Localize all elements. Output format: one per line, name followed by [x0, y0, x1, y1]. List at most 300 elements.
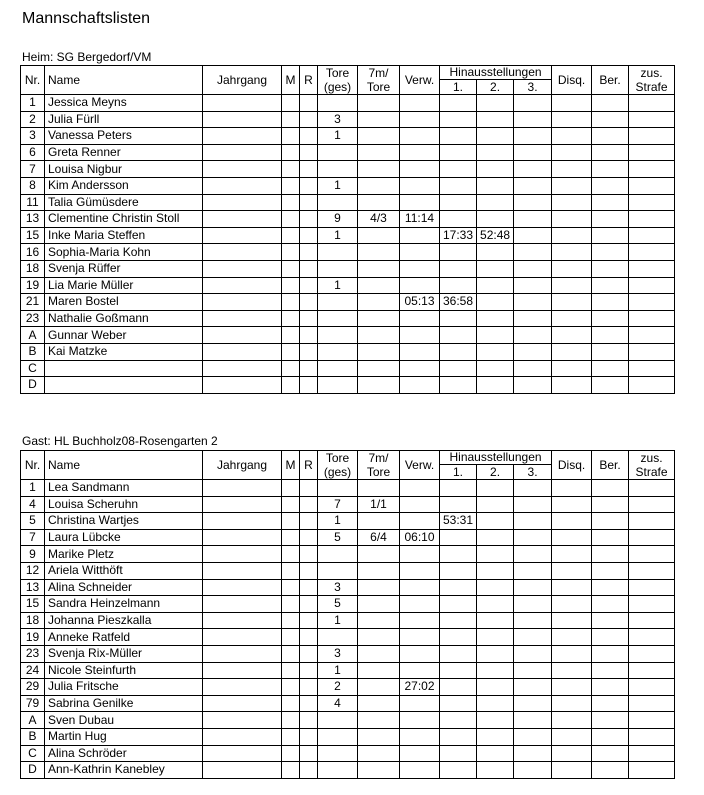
hinaus-2-cell [477, 111, 514, 128]
zus-strafe-cell [629, 327, 675, 344]
col-header-r: R [300, 451, 318, 480]
siebenm-cell [358, 343, 400, 360]
name-cell: Lia Marie Müller [45, 277, 203, 294]
tore-cell [318, 294, 358, 311]
verw-cell [400, 343, 440, 360]
disq-cell [552, 562, 592, 579]
zus-strafe-cell [629, 480, 675, 497]
r-cell [300, 712, 318, 729]
zus-strafe-cell [629, 695, 675, 712]
jahrgang-cell [203, 277, 282, 294]
hinaus-3-cell [514, 662, 552, 679]
r-cell [300, 762, 318, 779]
hinaus-2-cell [477, 211, 514, 228]
hinaus-2-cell [477, 360, 514, 377]
col-header-7m-line-2: Tore [366, 465, 391, 479]
r-cell [300, 480, 318, 497]
hinaus-1-cell [440, 343, 477, 360]
hinaus-1-cell [440, 95, 477, 112]
zus-strafe-cell [629, 496, 675, 513]
verw-cell: 27:02 [400, 679, 440, 696]
player-row [21, 745, 675, 762]
nr-cell: 2 [21, 111, 45, 128]
nr-cell: 23 [21, 645, 45, 662]
tore-cell: 5 [318, 596, 358, 613]
hinaus-2-cell [477, 144, 514, 161]
m-cell [282, 128, 300, 145]
ber-cell [592, 211, 629, 228]
name-cell: Ariela Witthöft [45, 562, 203, 579]
hinaus-1-cell [440, 762, 477, 779]
verw-cell [400, 377, 440, 394]
zus-strafe-cell [629, 310, 675, 327]
verw-cell [400, 546, 440, 563]
player-row [21, 111, 675, 128]
disq-cell [552, 95, 592, 112]
jahrgang-cell [203, 161, 282, 178]
hinaus-3-cell [514, 712, 552, 729]
m-cell [282, 480, 300, 497]
hinaus-3-cell [514, 260, 552, 277]
disq-cell [552, 645, 592, 662]
hinaus-2-cell [477, 377, 514, 394]
verw-cell [400, 360, 440, 377]
col-header-jahrgang: Jahrgang [203, 451, 282, 480]
tore-cell: 3 [318, 645, 358, 662]
disq-cell [552, 546, 592, 563]
disq-cell [552, 679, 592, 696]
guest-roster-table [20, 450, 675, 779]
disq-cell [552, 762, 592, 779]
tore-cell [318, 762, 358, 779]
siebenm-cell [358, 360, 400, 377]
disq-cell [552, 513, 592, 530]
r-cell [300, 496, 318, 513]
nr-cell: 13 [21, 211, 45, 228]
jahrgang-cell [203, 343, 282, 360]
tore-cell: 1 [318, 227, 358, 244]
player-row [21, 679, 675, 696]
siebenm-cell [358, 695, 400, 712]
tore-cell: 7 [318, 496, 358, 513]
hinaus-3-cell [514, 546, 552, 563]
tore-cell [318, 629, 358, 646]
guest-team-label: Gast: HL Buchholz08-Rosengarten 2 [22, 434, 218, 448]
player-row [21, 161, 675, 178]
hinaus-3-cell [514, 227, 552, 244]
jahrgang-cell [203, 244, 282, 261]
siebenm-cell [358, 712, 400, 729]
nr-cell: 1 [21, 95, 45, 112]
ber-cell [592, 227, 629, 244]
r-cell [300, 612, 318, 629]
hinaus-2-cell [477, 177, 514, 194]
name-cell: Julia Fürll [45, 111, 203, 128]
verw-cell [400, 596, 440, 613]
hinaus-3-cell [514, 645, 552, 662]
m-cell [282, 645, 300, 662]
r-cell [300, 161, 318, 178]
jahrgang-cell [203, 327, 282, 344]
m-cell [282, 562, 300, 579]
name-cell: Jessica Meyns [45, 95, 203, 112]
tore-cell [318, 360, 358, 377]
nr-cell: 15 [21, 227, 45, 244]
hinaus-3-cell [514, 745, 552, 762]
jahrgang-cell [203, 294, 282, 311]
verw-cell [400, 579, 440, 596]
ber-cell [592, 343, 629, 360]
ber-cell [592, 128, 629, 145]
player-row [21, 712, 675, 729]
name-cell: Sven Dubau [45, 712, 203, 729]
siebenm-cell [358, 728, 400, 745]
m-cell [282, 745, 300, 762]
zus-strafe-cell [629, 377, 675, 394]
nr-cell: 4 [21, 496, 45, 513]
nr-cell: 19 [21, 277, 45, 294]
zus-strafe-cell [629, 662, 675, 679]
disq-cell [552, 177, 592, 194]
hinaus-2-cell [477, 480, 514, 497]
m-cell [282, 144, 300, 161]
hinaus-2-cell [477, 95, 514, 112]
col-header-verw: Verw. [400, 451, 440, 480]
nr-cell: 3 [21, 128, 45, 145]
ber-cell [592, 679, 629, 696]
m-cell [282, 712, 300, 729]
verw-cell [400, 762, 440, 779]
verw-cell [400, 728, 440, 745]
jahrgang-cell [203, 579, 282, 596]
r-cell [300, 513, 318, 530]
jahrgang-cell [203, 529, 282, 546]
m-cell [282, 327, 300, 344]
r-cell [300, 95, 318, 112]
nr-cell: 19 [21, 629, 45, 646]
siebenm-cell [358, 762, 400, 779]
col-header-nr: Nr. [21, 451, 45, 480]
tore-cell: 1 [318, 612, 358, 629]
col-header-name: Name [45, 451, 203, 480]
col-header-zus-strafe-line-1: zus. [640, 451, 663, 465]
col-header-hinausstellungen: Hinausstellungen [440, 451, 552, 465]
hinaus-1-cell [440, 128, 477, 145]
jahrgang-cell [203, 177, 282, 194]
m-cell [282, 310, 300, 327]
page-title: Mannschaftslisten [22, 10, 151, 27]
tore-cell [318, 745, 358, 762]
zus-strafe-cell [629, 612, 675, 629]
ber-cell [592, 260, 629, 277]
player-row [21, 645, 675, 662]
m-cell [282, 360, 300, 377]
tore-cell [318, 480, 358, 497]
zus-strafe-cell [629, 579, 675, 596]
verw-cell [400, 144, 440, 161]
player-row [21, 629, 675, 646]
tore-cell: 3 [318, 111, 358, 128]
tore-cell [318, 260, 358, 277]
siebenm-cell [358, 310, 400, 327]
hinaus-1-cell [440, 211, 477, 228]
hinaus-1-cell [440, 612, 477, 629]
player-row [21, 211, 675, 228]
disq-cell [552, 161, 592, 178]
nr-cell: 11 [21, 194, 45, 211]
nr-cell: 79 [21, 695, 45, 712]
tore-cell: 1 [318, 513, 358, 530]
nr-cell: 18 [21, 260, 45, 277]
ber-cell [592, 95, 629, 112]
jahrgang-cell [203, 695, 282, 712]
hinaus-1-cell [440, 712, 477, 729]
jahrgang-cell [203, 679, 282, 696]
nr-cell: 15 [21, 596, 45, 613]
r-cell [300, 294, 318, 311]
hinaus-2-cell [477, 496, 514, 513]
tore-cell [318, 310, 358, 327]
col-header-tore [318, 66, 358, 95]
m-cell [282, 377, 300, 394]
hinaus-3-cell [514, 360, 552, 377]
player-row [21, 562, 675, 579]
hinaus-1-cell [440, 596, 477, 613]
disq-cell [552, 496, 592, 513]
nr-cell: 21 [21, 294, 45, 311]
player-row [21, 695, 675, 712]
siebenm-cell [358, 227, 400, 244]
zus-strafe-cell [629, 513, 675, 530]
hinaus-1-cell [440, 360, 477, 377]
nr-cell: 18 [21, 612, 45, 629]
r-cell [300, 277, 318, 294]
hinaus-1-cell [440, 244, 477, 261]
ber-cell [592, 728, 629, 745]
disq-cell [552, 360, 592, 377]
r-cell [300, 177, 318, 194]
player-row [21, 546, 675, 563]
nr-cell: 16 [21, 244, 45, 261]
tore-cell [318, 144, 358, 161]
hinaus-2-cell [477, 294, 514, 311]
jahrgang-cell [203, 728, 282, 745]
hinaus-3-cell [514, 144, 552, 161]
hinaus-2-cell [477, 695, 514, 712]
disq-cell [552, 579, 592, 596]
ber-cell [592, 695, 629, 712]
name-cell: Svenja Rix-Müller [45, 645, 203, 662]
siebenm-cell [358, 194, 400, 211]
player-row [21, 596, 675, 613]
verw-cell [400, 562, 440, 579]
r-cell [300, 546, 318, 563]
name-cell: Gunnar Weber [45, 327, 203, 344]
name-cell: Greta Renner [45, 144, 203, 161]
jahrgang-cell [203, 762, 282, 779]
tore-cell: 1 [318, 128, 358, 145]
verw-cell: 06:10 [400, 529, 440, 546]
hinaus-3-cell [514, 343, 552, 360]
tore-cell [318, 343, 358, 360]
jahrgang-cell [203, 310, 282, 327]
disq-cell [552, 695, 592, 712]
r-cell [300, 211, 318, 228]
r-cell [300, 128, 318, 145]
jahrgang-cell [203, 712, 282, 729]
hinaus-1-cell [440, 629, 477, 646]
siebenm-cell [358, 144, 400, 161]
col-header-zus-strafe [629, 451, 675, 480]
jahrgang-cell [203, 496, 282, 513]
verw-cell [400, 177, 440, 194]
player-row [21, 480, 675, 497]
hinaus-2-cell [477, 662, 514, 679]
r-cell [300, 562, 318, 579]
nr-cell: B [21, 343, 45, 360]
hinaus-2-cell [477, 712, 514, 729]
col-header-disq: Disq. [552, 451, 592, 480]
nr-cell: C [21, 745, 45, 762]
zus-strafe-cell [629, 144, 675, 161]
col-header-7m-line-1: 7m/ [368, 66, 389, 80]
siebenm-cell [358, 562, 400, 579]
zus-strafe-cell [629, 529, 675, 546]
hinaus-3-cell [514, 310, 552, 327]
disq-cell [552, 244, 592, 261]
col-header-7m [358, 451, 400, 480]
r-cell [300, 260, 318, 277]
zus-strafe-cell [629, 211, 675, 228]
hinaus-1-cell [440, 695, 477, 712]
verw-cell [400, 260, 440, 277]
tore-cell [318, 546, 358, 563]
disq-cell [552, 128, 592, 145]
col-header-ber: Ber. [592, 66, 629, 95]
col-header-tore-line-1: Tore [325, 66, 350, 80]
ber-cell [592, 612, 629, 629]
player-row [21, 343, 675, 360]
verw-cell [400, 496, 440, 513]
m-cell [282, 596, 300, 613]
siebenm-cell [358, 546, 400, 563]
disq-cell [552, 277, 592, 294]
hinaus-2-cell [477, 260, 514, 277]
nr-cell: 29 [21, 679, 45, 696]
hinaus-1-cell [440, 645, 477, 662]
tore-cell [318, 244, 358, 261]
hinaus-3-cell [514, 629, 552, 646]
r-cell [300, 343, 318, 360]
disq-cell [552, 144, 592, 161]
verw-cell [400, 695, 440, 712]
disq-cell [552, 211, 592, 228]
siebenm-cell [358, 95, 400, 112]
hinaus-3-cell [514, 194, 552, 211]
jahrgang-cell [203, 662, 282, 679]
col-header-m: M [282, 66, 300, 95]
ber-cell [592, 579, 629, 596]
hinaus-3-cell [514, 211, 552, 228]
siebenm-cell: 6/4 [358, 529, 400, 546]
m-cell [282, 529, 300, 546]
r-cell [300, 377, 318, 394]
player-row [21, 194, 675, 211]
hinaus-2-cell [477, 529, 514, 546]
jahrgang-cell [203, 111, 282, 128]
r-cell [300, 695, 318, 712]
player-row [21, 177, 675, 194]
nr-cell: 13 [21, 579, 45, 596]
m-cell [282, 513, 300, 530]
hinaus-1-cell [440, 144, 477, 161]
hinaus-1-cell [440, 194, 477, 211]
hinaus-1-cell [440, 679, 477, 696]
zus-strafe-cell [629, 294, 675, 311]
hinaus-1-cell [440, 546, 477, 563]
ber-cell [592, 111, 629, 128]
verw-cell: 11:14 [400, 211, 440, 228]
nr-cell: 9 [21, 546, 45, 563]
hinaus-1-cell [440, 161, 477, 178]
hinaus-1-cell [440, 111, 477, 128]
zus-strafe-cell [629, 277, 675, 294]
name-cell: Talia Gümüsdere [45, 194, 203, 211]
hinaus-1-cell [440, 579, 477, 596]
name-cell: Sandra Heinzelmann [45, 596, 203, 613]
zus-strafe-cell [629, 161, 675, 178]
verw-cell [400, 277, 440, 294]
hinaus-3-cell [514, 612, 552, 629]
player-row [21, 612, 675, 629]
hinaus-1-cell [440, 377, 477, 394]
verw-cell [400, 95, 440, 112]
verw-cell [400, 629, 440, 646]
m-cell [282, 695, 300, 712]
ber-cell [592, 244, 629, 261]
jahrgang-cell [203, 546, 282, 563]
hinaus-3-cell [514, 513, 552, 530]
player-row [21, 360, 675, 377]
player-row [21, 728, 675, 745]
m-cell [282, 294, 300, 311]
ber-cell [592, 529, 629, 546]
name-cell: Nicole Steinfurth [45, 662, 203, 679]
name-cell: Sophia-Maria Kohn [45, 244, 203, 261]
m-cell [282, 679, 300, 696]
ber-cell [592, 377, 629, 394]
verw-cell [400, 111, 440, 128]
disq-cell [552, 294, 592, 311]
m-cell [282, 728, 300, 745]
siebenm-cell [358, 579, 400, 596]
jahrgang-cell [203, 211, 282, 228]
verw-cell [400, 244, 440, 261]
name-cell: Nathalie Goßmann [45, 310, 203, 327]
siebenm-cell [358, 612, 400, 629]
r-cell [300, 679, 318, 696]
name-cell: Vanessa Peters [45, 128, 203, 145]
col-header-hinaus-1: 1. [440, 80, 477, 95]
m-cell [282, 612, 300, 629]
player-row [21, 762, 675, 779]
col-header-zus-strafe-line-1: zus. [640, 66, 663, 80]
nr-cell: B [21, 728, 45, 745]
siebenm-cell [358, 161, 400, 178]
home-team-label: Heim: SG Bergedorf/VM [22, 50, 152, 64]
jahrgang-cell [203, 377, 282, 394]
siebenm-cell: 1/1 [358, 496, 400, 513]
